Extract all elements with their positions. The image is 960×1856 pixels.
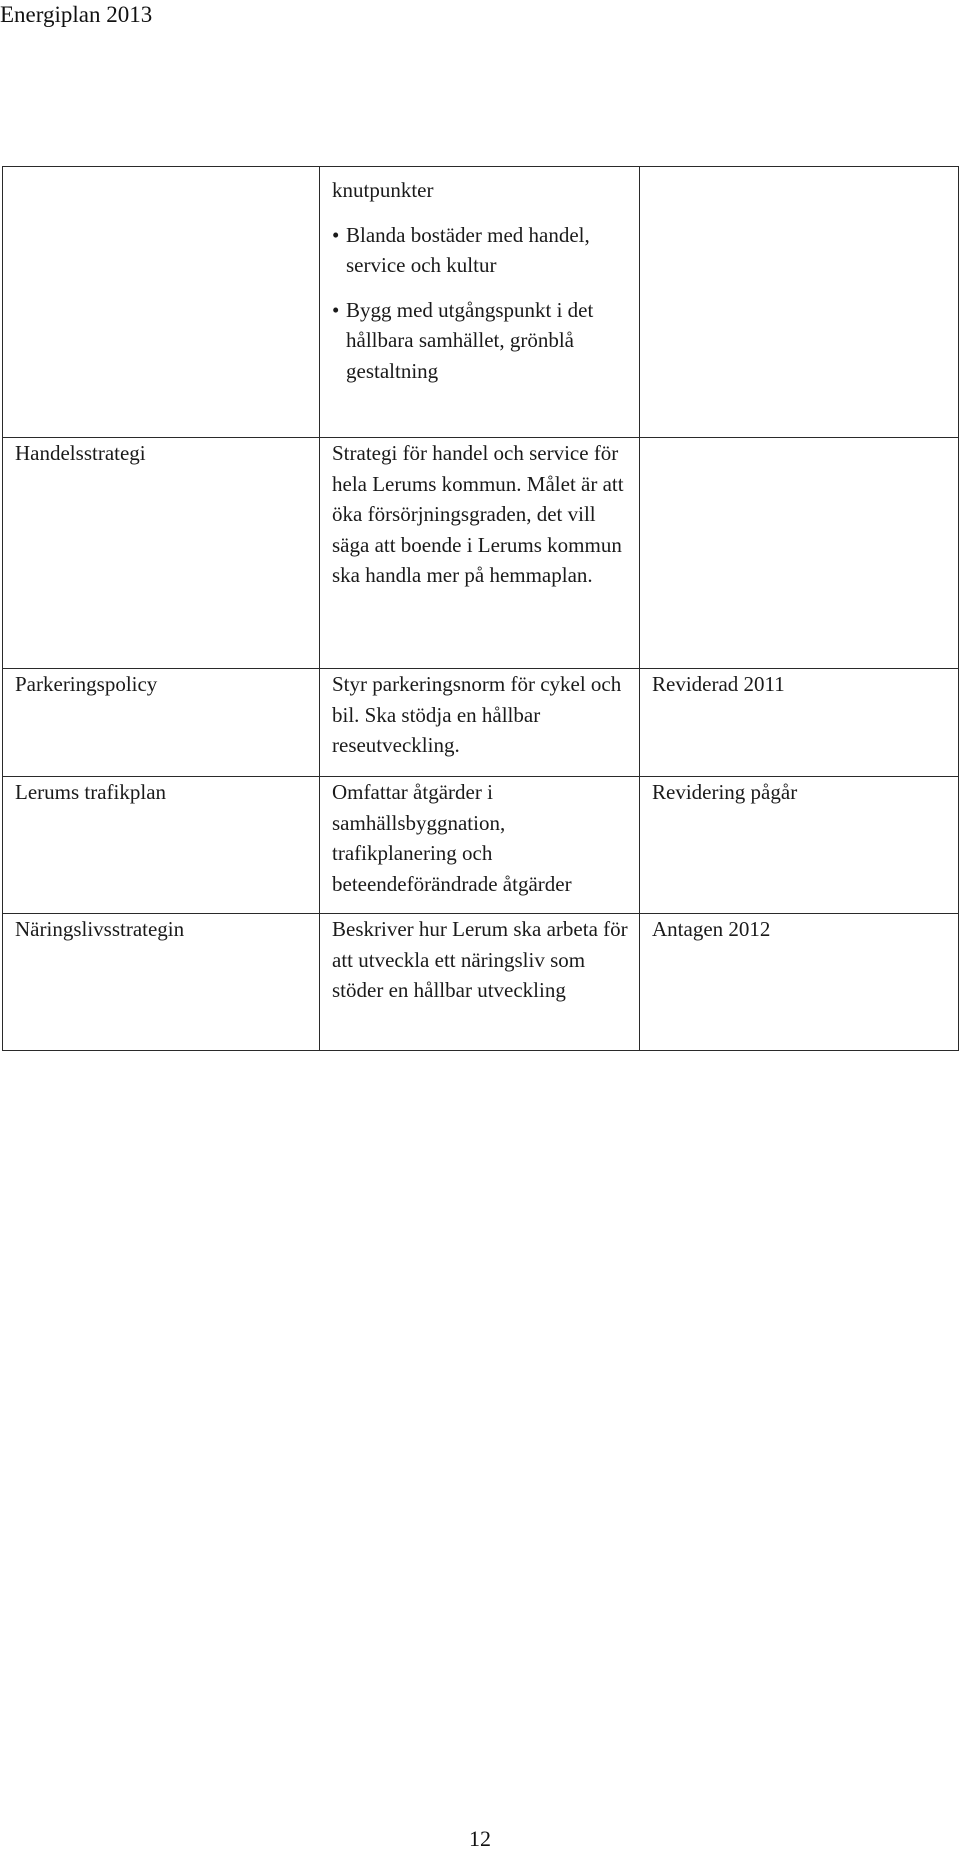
table-cell-description [320,438,640,669]
table-cell-status [640,777,959,914]
table-cell-status [640,167,959,438]
document-header-title: Energiplan 2013 [0,2,153,27]
row-name: Näringslivsstrategin [15,917,185,941]
table-row [3,167,959,438]
table-cell-name [3,438,320,669]
row-description: Beskriver hur Lerum ska arbeta för att utveckla ett näringsliv som stöder en hållbar utveckling [332,917,628,1002]
row-name: Parkeringspolicy [15,672,158,696]
table-cell-name [3,914,320,1051]
table-cell-description [320,669,640,777]
table-row [3,669,959,777]
row-description: Omfattar åtgärder i samhällsbyggnation, trafikplanering och beteendeförändrade åtgärder [332,780,572,896]
table-row [3,777,959,914]
table-cell-name [3,777,320,914]
table-cell-status [640,914,959,1051]
row-status: Revidering pågår [652,780,798,804]
table-row [3,438,959,669]
table-cell-description [320,777,640,914]
description-lead-text: knutpunkter [332,178,434,202]
row-status: Reviderad 2011 [652,672,785,696]
bullet-text: Blanda bostäder med handel, service och kultur [346,222,590,277]
bullet-icon: • [332,297,340,322]
table-cell-status [640,669,959,777]
row-name: Lerums trafikplan [15,780,167,804]
list-item [332,220,629,281]
table-cell-name [3,167,320,438]
bullet-text: Bygg med utgångspunkt i det hållbara samhället, grönblå gestaltning [346,297,594,383]
page-number: 12 [469,1826,491,1851]
table-cell-name [3,669,320,777]
row-status: Antagen 2012 [652,917,771,941]
list-item [332,295,629,387]
bullet-icon: • [332,222,340,247]
row-description: Strategi för handel och service för hela Lerums kommun. Målet är att öka försörjningsgraden, det vill säga att boende i Lerums kommun ska handla mer på hemmaplan. [332,441,624,587]
row-name: Handelsstrategi [15,441,146,465]
plan-table [2,166,959,1051]
table-cell-status [640,438,959,669]
table-row [3,914,959,1051]
table-cell-description [320,167,640,438]
table-cell-description [320,914,640,1051]
row-description: Styr parkeringsnorm för cykel och bil. Ska stödja en hållbar reseutveckling. [332,672,622,757]
